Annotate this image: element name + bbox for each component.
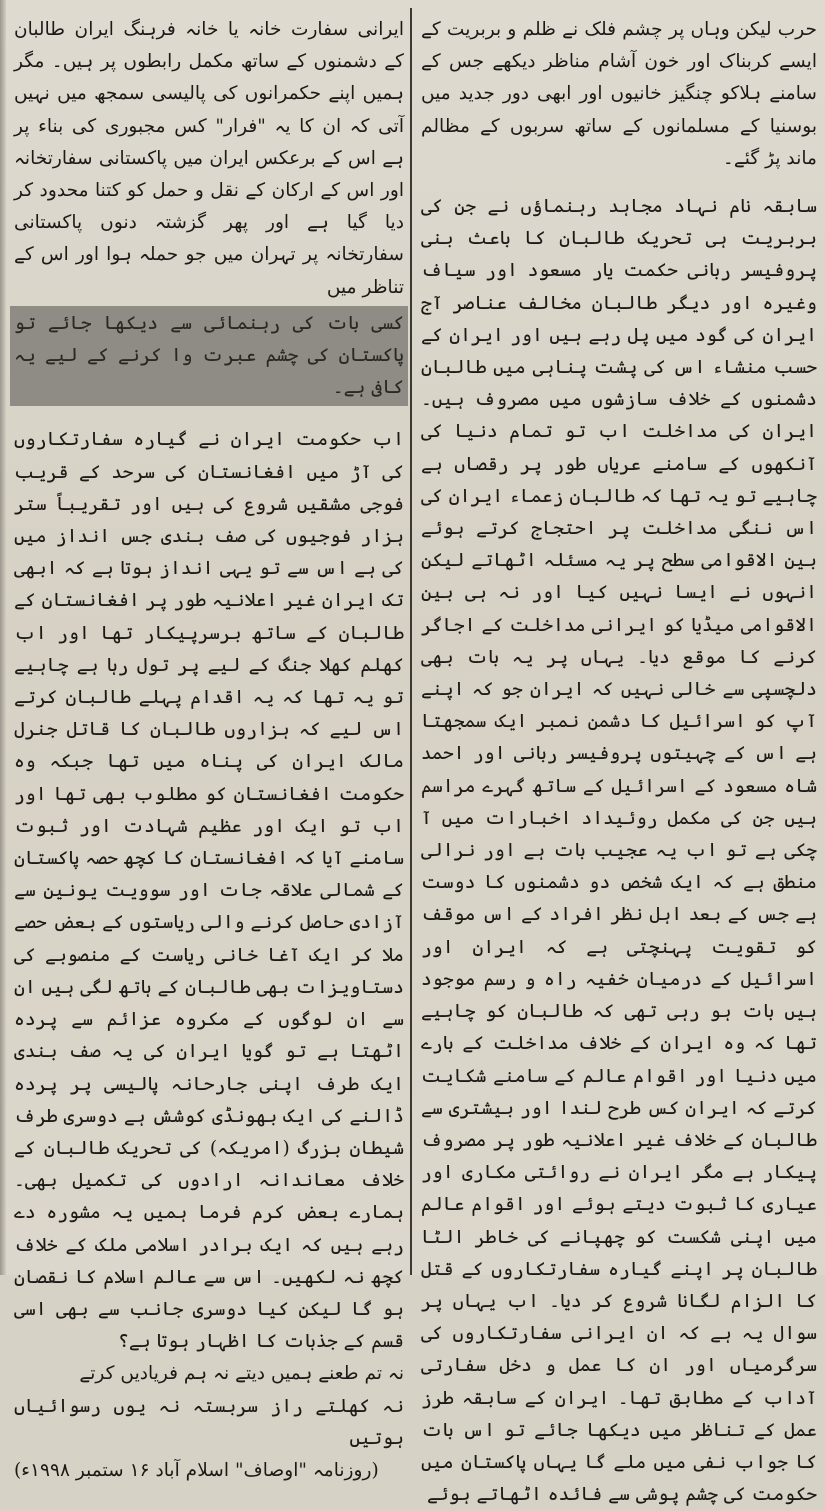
left-paragraph-2: اب حکومت ایران نے گیارہ سفارتکاروں کی آڑ میں افغانستان کی سرحد کے قریب فوجی مشقیں شروع کی ہیں اور تقریباً ستر ہزار فوجیوں کی صف بندی جس انداز میں کی ہے اس سے تو یہی انداز ہوتا ہے کہ ابھی تک ایران غیر اعلانیہ طور پر افغانستان کے طالبان کے ساتھ برسرپیکار تھا اور اب کھلم کھلا جنگ کے لیے پر تول رہا ہے چاہیے تو یہ تھا کہ یہ اقدام پہلے طالبان کرتے اس لیے کہ ہزاروں طالبان کا قاتل جنرل مالک ایران کی پناہ میں تھا جبکہ وہ حکومت افغانستان کو مطلوب بھی تھا اور اب تو ایک اور عظیم شہادت اور ثبوت سامنے آیا کہ افغانستان کا کچھ حصہ پاکستان کے شمالی علاقہ جات اور سوویت یونین سے آزادی حاصل کرنے والی ریاستوں کے بعض حصے ملا کر ایک آغا خانی ریاست کے منصوبے کی دستاویزات بھی طالبان کے ہاتھ لگی ہیں ان سے ان لوگوں کے مکروہ عزائم سے پردہ اٹھتا ہے تو گویا ایران کی یہ صف بندی ایک طرف اپنی جارحانہ پالیسی پر پردہ ڈالنے کی ایک بھونڈی کوشش ہے دوسری طرف شیطان بزرگ (امریکہ) کی تحریک طالبان کے خلاف معاندانہ ارادوں کی تکمیل بھی۔ ہمارے بعض کرم فرما ہمیں یہ مشورہ دے رہے ہیں کہ ایک برادر اسلامی ملک کے خلاف کچھ نہ لکھیں۔ اس سے عالم اسلام کا نقصان ہو گا لیکن کیا دوسری جانب سے بھی اسی قسم کے جذبات کا اظہار ہوتا ہے؟ (13, 429, 404, 1353)
left-column (0, 0, 410, 1481)
verse-line-1: نہ تم طعنے ہمیں دیتے نہ ہم فریادیں کرتے (79, 1363, 404, 1385)
right-paragraph-2: سابقہ نام نہاد مجاہد رہنماؤں نے جن کی بربریت ہی تحریک طالبان کا باعث بنی پروفیسر ربانی حکمت یار مسعود اور سیاف وغیرہ اور دیگر طالبان مخالف عناصر آج ایران کی گود میں پل رہے ہیں اور ایران کے حسب منشاء اس کی پشت پناہی میں طالبان دشمنوں کے خلاف سازشوں میں مصروف ہیں۔ ایران کی مداخلت اب تو تمام دنیا کی آنکھوں کے سامنے عریاں طور پر رقصاں ہے چاہیے تو یہ تھا کہ طالبان زعماء ایران کی اس ننگی مداخلت پر احتجاج کرتے ہوئے بین الاقوامی سطح پر یہ مسئلہ اٹھاتے لیکن انہوں نے ایسا نہیں کیا اور نہ ہی بین الاقوامی میڈیا کو ایرانی مداخلت کے اجاگر کرنے کا موقع دیا۔ یہاں پر یہ بات بھی دلچسپی سے خالی نہیں کہ ایران جو کہ اپنے آپ کو اسرائیل کا دشمن نمبر ایک سمجھتا ہے اس کے چہیتوں پروفیسر ربانی اور احمد شاہ مسعود کے اسرائیل کے ساتھ گہرے مراسم ہیں جن کی مکمل روئیداد اخبارات میں آ چکی ہے تو اب یہ عجیب بات ہے اور نرالی منطق ہے کہ ایک شخص دو دشمنوں کا دوست ہے جس کے بعد اہل نظر افراد کے اس موقف کو تقویت پہنچتی ہے کہ ایران اور اسرائیل کے درمیان خفیہ راہ و رسم موجود ہیں بات ہو رہی تھی کہ طالبان کو چاہیے تھا کہ وہ ایران کے خلاف مداخلت کے بارے میں دنیا اور اقوام عالم کے سامنے شکایت کرتے کہ ایران کس طرح لندا اور بیشتری سے طالبان کے خلاف غیر اعلانیہ طور پر مصروف پیکار ہے مگر ایران نے روائتی مکاری اور عیاری کا ثبوت دیتے ہوئے اور اقوام عالم میں اپنی شکست کو چھپانے کی خاطر الٹا طالبان پر اپنے گیارہ سفارتکاروں کے قتل کا الزام لگانا شروع کر دیا۔ اب یہاں پر سوال یہ ہے کہ ان ایرانی سفارتکاروں کی سرگرمیاں اور ان کا عمل و دخل سفارتی آداب کے مطابق تھا۔ ایران کے سابقہ طرز عمل کے تناظر میں دیکھا جائے تو اس بات کا جواب نفی میں ملے گا یہاں پاکستان میں حکومت کی چشم پوشی سے فائدہ اٹھاتے ہوئے (421, 196, 817, 1506)
verse-line-2: نہ کھلتے راز سربستہ نہ یوں رسوائیاں ہوتیں (14, 1395, 404, 1449)
column-divider (410, 8, 412, 1275)
highlighted-passage: کسی بات کی رہنمائی سے دیکھا جائے تو پاکستان کی چشم عبرت وا کرنے کے لیے یہ کافی ہے۔ (10, 306, 408, 407)
source-citation: (روزنامہ "اوصاف" اسلام آباد ۱۶ ستمبر ۱۹۹۸ء) (14, 1459, 379, 1481)
right-paragraph-1: حرب لیکن وہاں پر چشم فلک نے ظلم و بربریت کے ایسے کربناک اور خون آشام مناظر دیکھے جس کے سامنے ہلاکو چنگیز خانیوں اور ابھی دور جدید میں بوسنیا کے مسلمانوں کے ساتھ سربوں کے مظالم ماند پڑ گئے۔ (421, 19, 817, 169)
left-paragraph-1: ایرانی سفارت خانہ یا خانہ فرہنگ ایران طالبان کے دشمنوں کے ساتھ مکمل رابطوں پر ہیں۔ مگر ہمیں اپنے حکمرانوں کی پالیسی سمجھ میں نہیں آتی کہ ان کا یہ "فرار" کس مجبوری کی بناء پر ہے اس کے برعکس ایران میں پاکستانی سفارتخانہ اور اس کے ارکان کے نقل و حمل کو کتنا محدود کر دیا گیا ہے اور پھر گزشتہ دنوں پاکستانی سفارتخانہ پر تہران میں جو حملہ ہوا اور اس کے تناظر میں (14, 19, 404, 298)
right-column (415, 0, 825, 1506)
